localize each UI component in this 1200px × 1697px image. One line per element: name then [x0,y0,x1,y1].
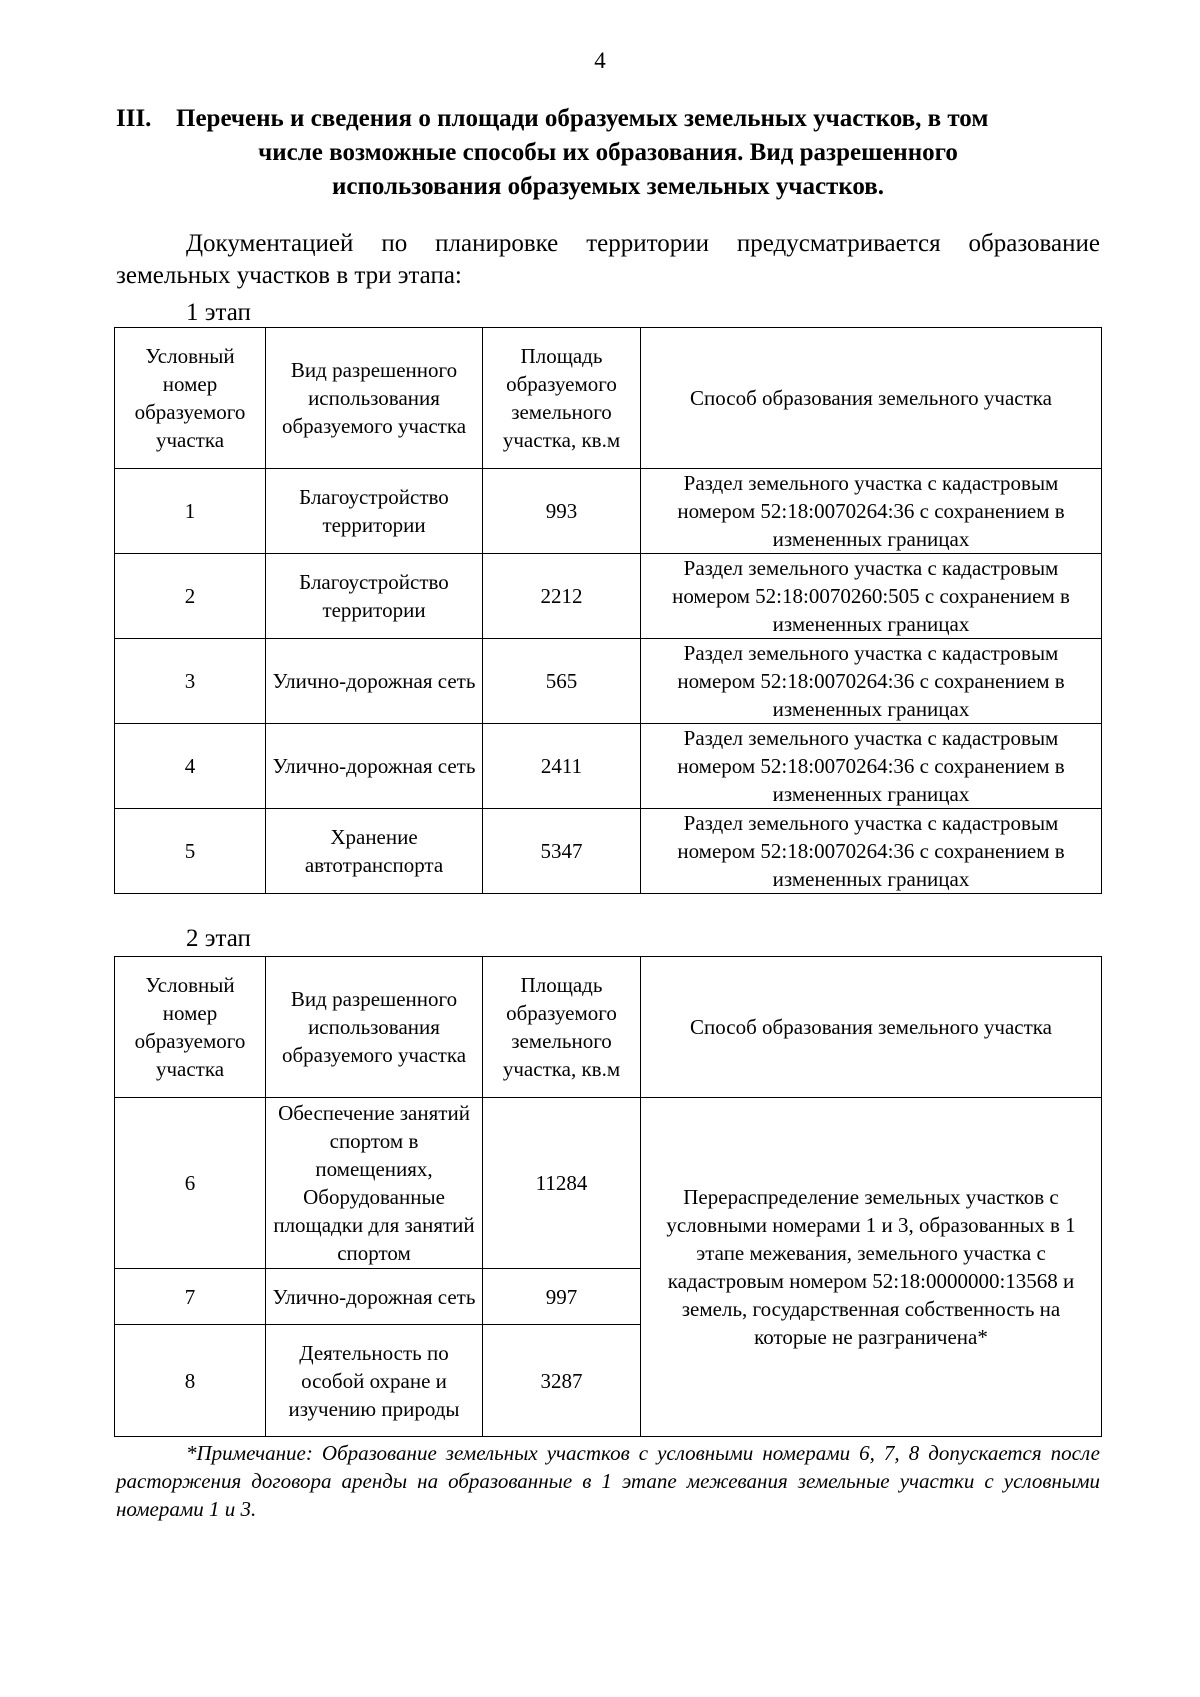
plot-number: 4 [115,724,266,809]
plot-method-merged: Перераспределение земельных участков с условными номерами 1 и 3, образованных в 1 этапе межевания, земельного участка с кадастровым номером 52:18:0000000:13568 и земель, государственная собственность на которые не разграничена* [641,1098,1102,1437]
plot-area: 2212 [483,554,641,639]
plot-area: 997 [483,1269,641,1325]
plot-method: Раздел земельного участка с кадастровым номером 52:18:0070264:36 с сохранением в измененных границах [641,469,1102,554]
plot-number: 3 [115,639,266,724]
table-row [115,639,1102,724]
plot-method: Раздел земельного участка с кадастровым номером 52:18:0070260:505 с сохранением в измененных границах [641,554,1102,639]
plot-area: 11284 [483,1098,641,1269]
section-numeral: III. [116,105,152,132]
header-area: Площадь образуемого земельного участка, кв.м [483,957,641,1098]
header-method: Способ образования земельного участка [641,328,1102,469]
plot-area: 565 [483,639,641,724]
header-number: Условный номер образуемого участка [115,957,266,1098]
plot-usage: Улично-дорожная сеть [266,724,483,809]
plot-number: 8 [115,1325,266,1437]
stage-2-label: 2 этап [186,925,251,952]
table-row [115,1098,1102,1269]
stage-2-table [114,956,1102,1437]
plot-area: 3287 [483,1325,641,1437]
footnote: *Примечание: Образование земельных участков с условными номерами 6, 7, 8 допускается после расторжения договора аренды на образованные в 1 этапе межевания земельные участки с условными номерами 1 и 3. [116,1441,1100,1521]
plot-method: Раздел земельного участка с кадастровым номером 52:18:0070264:36 с сохранением в измененных границах [641,809,1102,894]
header-method: Способ образования земельного участка [641,957,1102,1098]
plot-number: 7 [115,1269,266,1325]
plot-usage: Улично-дорожная сеть [266,639,483,724]
section-title-line-2: числе возможные способы их образования. Вид разрешенного [258,139,958,166]
plot-usage: Обеспечение занятий спортом в помещениях, Оборудованные площадки для занятий спортом [266,1098,483,1269]
plot-number: 2 [115,554,266,639]
plot-area: 5347 [483,809,641,894]
section-title-line-3: использования образуемых земельных участков. [331,173,885,200]
table-row [115,809,1102,894]
plot-usage: Хранение автотранспорта [266,809,483,894]
plot-usage: Благоустройство территории [266,554,483,639]
table-row [115,554,1102,639]
plot-usage: Благоустройство территории [266,469,483,554]
header-usage: Вид разрешенного использования образуемого участка [266,328,483,469]
header-area: Площадь образуемого земельного участка, кв.м [483,328,641,469]
section-title [116,102,1100,204]
plot-number: 6 [115,1098,266,1269]
header-number: Условный номер образуемого участка [115,328,266,469]
plot-method: Раздел земельного участка с кадастровым номером 52:18:0070264:36 с сохранением в измененных границах [641,724,1102,809]
plot-method: Раздел земельного участка с кадастровым номером 52:18:0070264:36 с сохранением в измененных границах [641,639,1102,724]
plot-area: 2411 [483,724,641,809]
plot-usage: Деятельность по особой охране и изучению природы [266,1325,483,1437]
plot-number: 5 [115,809,266,894]
plot-usage: Улично-дорожная сеть [266,1269,483,1325]
table-row [115,469,1102,554]
table-header-row [115,957,1102,1098]
page-number: 4 [594,48,606,73]
plot-number: 1 [115,469,266,554]
table-header-row [115,328,1102,469]
section-title-line-1: III. Перечень и сведения о площади образуемых земельных участков, в том [116,102,1100,136]
stage-1-table [114,327,1102,894]
intro-paragraph: Документацией по планировке территории предусматривается образование земельных участков в три этапа: [116,230,1100,289]
stage-1-label: 1 этап [186,299,251,326]
plot-area: 993 [483,469,641,554]
table-row [115,724,1102,809]
header-usage: Вид разрешенного использования образуемого участка [266,957,483,1098]
